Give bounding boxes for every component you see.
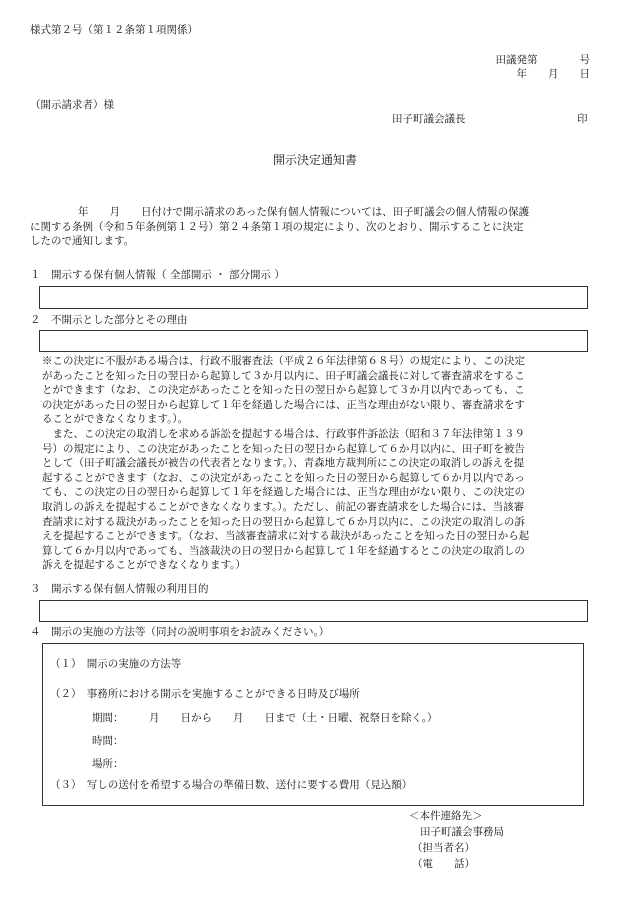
- notice-line: ても、この決定の日の翌日から起算して１年を経過した場合には、正当な理由がない限り、この決定の: [42, 486, 525, 499]
- place-label: 場所：: [92, 758, 124, 770]
- notice-line: の決定があった日の翌日から起算して１年を経過した場合には、正当な理由がない限り、審査請求をす: [42, 398, 525, 411]
- contact-office: 田子町議会事務局: [420, 826, 504, 838]
- notice-line: えを提起することができます。（なお、当該審査請求に対する裁決があったことを知った日の翌日から起: [42, 530, 530, 543]
- document-date: 年 月 日: [516, 68, 590, 80]
- section1-label: １ 開示する保有個人情報（ 全部開示 ・ 部分開示 ）: [30, 269, 285, 281]
- sender: 田子町議会議長: [392, 113, 466, 125]
- period-label: 期間：: [92, 712, 124, 724]
- intro-line: 年 月 日付けで開示請求のあった保有個人情報については、田子町議会の個人情報の保護: [78, 206, 530, 218]
- time-label: 時間：: [92, 735, 124, 747]
- contact-header: ＜本件連絡先＞: [409, 810, 483, 822]
- notice-line: ることができなくなります。）。: [42, 413, 189, 426]
- notice-line: 訴えを提起することができなくなります。）: [42, 559, 246, 572]
- section4-item2: （２） 事務所における開示を実施することができる日時及び場所: [50, 688, 360, 700]
- notice-line: があったことを知った日の翌日から起算して３か月以内に、田子町議会議長に対して審査請求をするこ: [42, 369, 525, 382]
- period-value[interactable]: 月 日から 月 日まで（土・日曜、祝祭日を除く。）: [149, 712, 438, 724]
- contact-phone: （電 話）: [412, 858, 475, 870]
- notice-line: 起することができます（なお、この決定があったことを知った日の翌日から起算して６か月以内であっ: [42, 471, 525, 484]
- seal-mark: 印: [577, 113, 588, 125]
- notice-line: 査請求に対する裁決があったことを知った日の翌日から起算して６か月以内に、この決定の取消しの訴: [42, 515, 525, 528]
- section4-label: ４ 開示の実施の方法等（同封の説明事項をお読みください。）: [30, 626, 330, 638]
- section2-box[interactable]: [39, 330, 588, 352]
- section3-box[interactable]: [39, 600, 588, 622]
- recipient: （開示請求者）様: [30, 99, 114, 111]
- notice-line: 取消しの訴えを提起することができなくなります。）。ただし、前記の審査請求をした場合には、当該審: [42, 500, 525, 513]
- document-number: 田議発第 号: [495, 54, 590, 66]
- page-title: 開示決定通知書: [272, 153, 357, 167]
- notice-line: また、この決定の取消しを求める訴訟を提起する場合は、行政事件訴訟法（昭和３７年法律第１３９: [42, 427, 525, 440]
- notice-line: 号）の規定により、この決定があったことを知った日の翌日から起算して６か月以内に、田子町を被告: [42, 442, 525, 455]
- notice-line: として（田子町議会議長が被告の代表者となります。）、青森地方裁判所にこの決定の取消しの訴えを提: [42, 457, 525, 470]
- contact-person: （担当者名）: [412, 842, 475, 854]
- intro-line: に関する条例（令和５年条例第１２号）第２４条第１項の規定により、次のとおり、開示することに決定: [30, 220, 524, 233]
- section1-box[interactable]: [39, 286, 588, 309]
- intro-line: したので通知します。: [30, 235, 135, 248]
- section4-item3: （３） 写しの送付を希望する場合の準備日数、送付に要する費用（見込額）: [50, 779, 413, 791]
- notice-line: ※この決定に不服がある場合は、行政不服審査法（平成２６年法律第６８号）の規定により、この決定: [42, 355, 525, 367]
- notice-line: とができます（なお、この決定があったことを知った日の翌日から起算して３か月以内であっても、こ: [42, 384, 525, 397]
- form-label: 様式第２号（第１２条第１項関係）: [30, 24, 198, 36]
- intro-paragraph: [30, 205, 592, 249]
- notice-line: 算して６か月以内であっても、当該裁決の日の翌日から起算して１年を経過するとこの決定の取消しの: [42, 544, 525, 557]
- section3-label: ３ 開示する保有個人情報の利用目的: [30, 583, 209, 595]
- appeal-notice: [42, 354, 590, 573]
- section2-label: ２ 不開示とした部分とその理由: [30, 314, 188, 326]
- section4-item1: （１） 開示の実施の方法等: [50, 658, 182, 670]
